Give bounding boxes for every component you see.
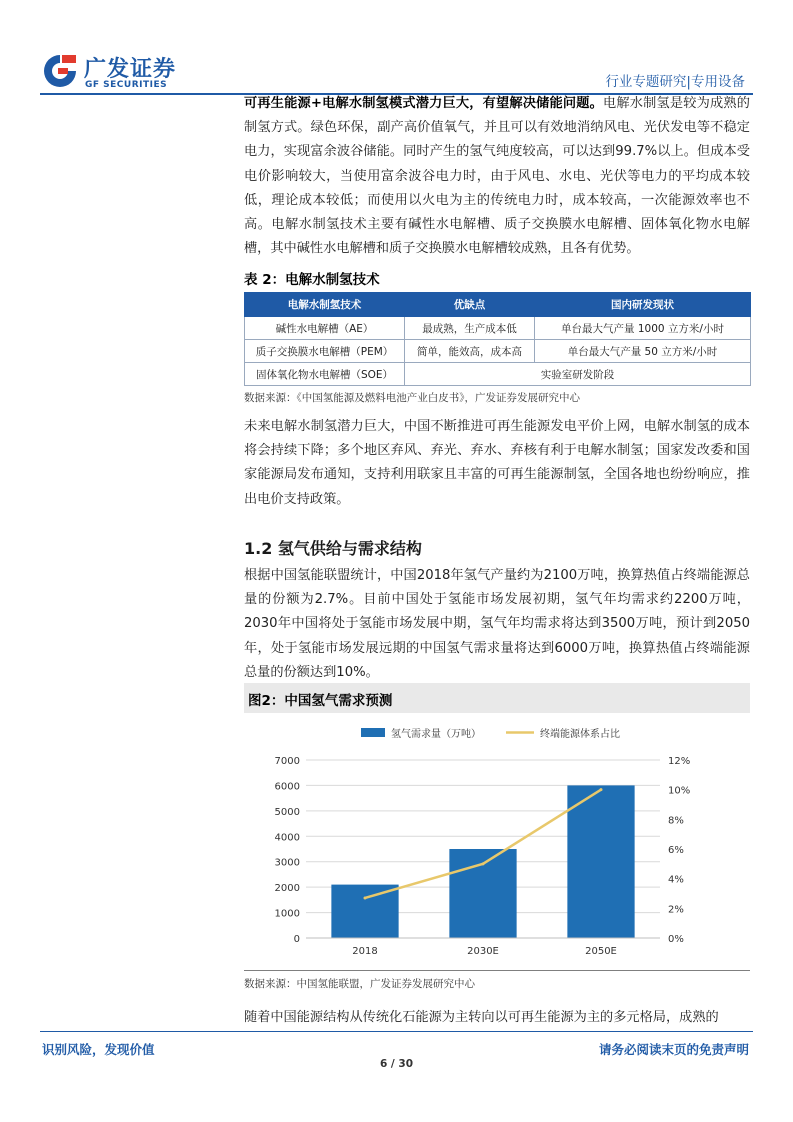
line-point-2050E bbox=[600, 788, 603, 791]
y-left-tick-label: 7000 bbox=[274, 756, 300, 767]
gf-logo-icon bbox=[40, 52, 80, 90]
legend-bar-label: 氢气需求量（万吨） bbox=[391, 729, 481, 740]
y-right-tick-label: 2% bbox=[668, 904, 684, 916]
electrolysis-tech-table bbox=[244, 292, 751, 386]
table-row bbox=[245, 317, 751, 340]
y-left-tick-label: 1000 bbox=[274, 908, 300, 920]
footer-divider bbox=[40, 1031, 753, 1032]
y-right-tick-label: 4% bbox=[668, 874, 684, 886]
logo-chinese-name: 广发证券 bbox=[84, 57, 177, 82]
legend-line-label: 终端能源体系占比 bbox=[540, 729, 620, 740]
x-tick-label: 2018 bbox=[352, 946, 378, 957]
y-right-tick-label: 6% bbox=[668, 845, 684, 856]
table-cell: 固体氧化物水电解槽（SOE） bbox=[245, 363, 405, 386]
x-tick-label: 2050E bbox=[585, 946, 617, 957]
table-cell: 单台最大气产量 1000 立方米/小时 bbox=[535, 317, 751, 340]
y-left-tick-label: 6000 bbox=[274, 781, 300, 793]
intro-text: 电解水制氢是较为成熟的制氢方式。绿色环保，副产高价值氧气，并且可以有效地消纳风电、光伏发电等不稳定电力，实现富余波谷储能。同时产生的氢气纯度较高，可以达到99.7%以上。但成本受电价影响较大，当使用富余波谷电力时，由于风电、水电、光伏等电力的平均成本较低，理论成本较低；而使用以火电为主的传统电力时，成本较高，一次能源效率也不高。电解水制氢技术主要有碱性水电解槽、质子交换膜水电解槽、固体氧化物水电解槽，其中碱性水电解槽和质子交换膜水电解槽较成熟，且各有优势。 bbox=[244, 96, 750, 257]
y-right-tick-label: 12% bbox=[668, 756, 691, 767]
x-tick-label: 2030E bbox=[467, 946, 499, 957]
line-point-2030E bbox=[482, 862, 485, 865]
y-right-tick-label: 8% bbox=[668, 815, 684, 827]
table-cell: 最成熟，生产成本低 bbox=[405, 317, 535, 340]
y-left-tick-label: 0 bbox=[293, 934, 300, 945]
section-title: 1.2 氢气供给与需求结构 bbox=[244, 539, 422, 558]
y-left-tick-label: 2000 bbox=[274, 883, 300, 895]
logo-english-name: GF SECURITIES bbox=[85, 80, 168, 90]
legend-bar-swatch bbox=[361, 728, 385, 737]
bar-2018 bbox=[331, 885, 398, 938]
table-cell: 质子交换膜水电解槽（PEM） bbox=[245, 340, 405, 363]
paragraph-2: 未来电解水制氢潜力巨大，中国不断推进可再生能源发电平价上网，电解水制氢的成本将会持续下降；多个地区弃风、弃光、弃水、弃核有利于电解水制氢；国家发改委和国家能源局发布通知，支持利用联家且丰富的可再生能源制氢，全国各地也纷纷响应，推出电价支持政策。 bbox=[244, 419, 750, 507]
table-header-row bbox=[245, 293, 751, 317]
table-source: 数据来源：《中国氢能源及燃料电池产业白皮书》，广发证券发展研究中心 bbox=[244, 392, 580, 404]
table-row bbox=[245, 340, 751, 363]
line-point-2018 bbox=[364, 896, 367, 899]
table-cell: 单台最大气产量 50 立方米/小时 bbox=[535, 340, 751, 363]
hydrogen-demand-chart bbox=[244, 715, 750, 965]
footer-slogan: 识别风险，发现价值 bbox=[42, 1042, 155, 1057]
table-header-cell: 电解水制氢技术 bbox=[245, 293, 405, 317]
report-category: 行业专题研究|专用设备 bbox=[605, 74, 745, 90]
figure-bottom-rule bbox=[244, 970, 750, 971]
table-caption: 表 2：电解水制氢技术 bbox=[244, 272, 380, 288]
y-left-tick-label: 3000 bbox=[274, 857, 300, 869]
table-header-cell: 国内研发现状 bbox=[535, 293, 751, 317]
table-row bbox=[245, 363, 751, 386]
y-right-tick-label: 10% bbox=[668, 785, 691, 797]
page-number: 6 / 30 bbox=[379, 1058, 414, 1070]
y-left-tick-label: 4000 bbox=[274, 832, 300, 844]
y-left-tick-label: 5000 bbox=[274, 806, 300, 818]
table-cell: 碱性水电解槽（AE） bbox=[245, 317, 405, 340]
figure-source: 数据来源：中国氢能联盟，广发证券发展研究中心 bbox=[244, 978, 475, 990]
table-cell: 实验室研发阶段 bbox=[405, 363, 751, 386]
paragraph-3: 根据中国氢能联盟统计，中国2018年氢气产量约为2100万吨，换算热值占终端能源总量的份额为2.7%。目前中国处于氢能市场发展初期，氢气年均需求约2200万吨，2030年中国将处于氢能市场发展中期，氢气年均需求将达到3500万吨，预计到2050年，处于氢能市场发展远期的中国氢气需求量将达到6000万吨，换算热值占终端能源总量的份额达到10%。 bbox=[244, 568, 750, 680]
figure-caption: 图2：中国氢气需求预测 bbox=[248, 693, 393, 709]
table-cell: 简单，能效高，成本高 bbox=[405, 340, 535, 363]
closing-line: 随着中国能源结构从传统化石能源为主转向以可再生能源为主的多元格局，成熟的 bbox=[244, 1010, 719, 1025]
y-right-tick-label: 0% bbox=[668, 934, 684, 945]
intro-bold-lead: 可再生能源+电解水制氢模式潜力巨大，有望解决储能问题。 bbox=[244, 96, 604, 111]
bar-2050E bbox=[567, 785, 634, 938]
intro-paragraph bbox=[244, 92, 750, 261]
table-header-cell: 优缺点 bbox=[405, 293, 535, 317]
footer-disclaimer: 请务必阅读末页的免责声明 bbox=[598, 1042, 749, 1057]
